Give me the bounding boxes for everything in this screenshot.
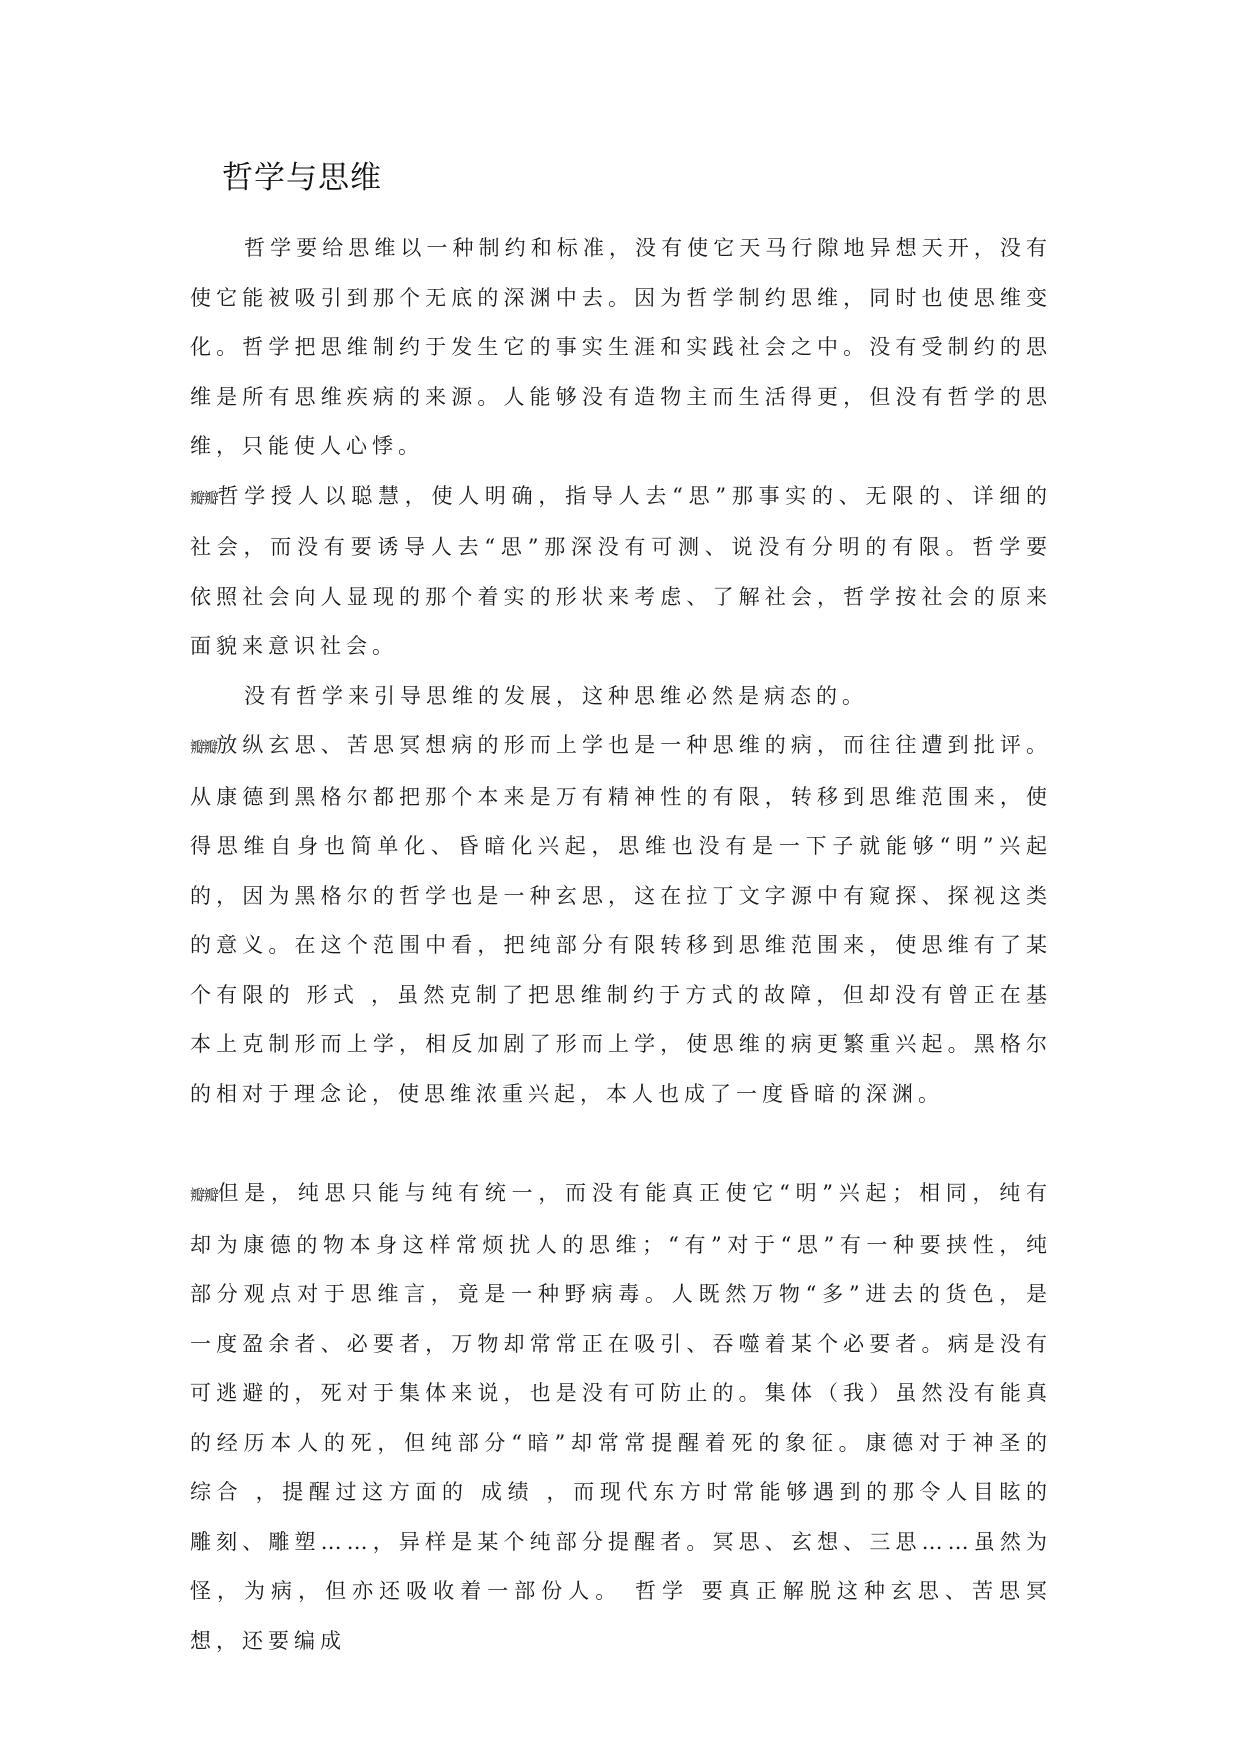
paragraph-1: 哲学要给思维以一种制约和标准，没有使它天马行隙地异想天开，没有使它能被吸引到那个无底的深渊中去。因为哲学制约思维，同时也使思维变化。哲学把思维制约于发生它的事实生涯和实践社会之中。没有受制约的思维是所有思维疾病的来源。人能够没有造物主而生活得更，但没有哲学的思维，只能使人心悸。 <box>190 236 1052 458</box>
paragraph-2 <box>190 472 1052 672</box>
paragraph-gap <box>190 1119 1052 1169</box>
garbled-marker: 瓣瓣 <box>190 488 218 507</box>
document-body <box>190 224 1052 1666</box>
paragraph-5-text: 但是，纯思只能与纯有统一，而没有能真正使它“明”兴起；相同，纯有却为康德的物本身这样常烦扰人的思维；“有”对于“思”有一种要挟性，纯部分观点对于思维言，竟是一种野病毒。人既然万物“多”进去的货色，是一度盈余者、必要者，万物却常常正在吸引、吞噬着某个必要者。病是没有可逃避的，死对于集体来说，也是没有可防止的。集体（我）虽然没有能真的经历本人的死，但纯部分“暗”却常常提醒着死的象征。康德对于神圣的 综合 ，提醒过这方面的 成绩 ，而现代东方时常能够遇到的那令人目眩的雕刻、雕塑……，异样是某个纯部分提醒者。冥思、玄想、三思……虽然为怪，为病，但亦还吸收着一部份人。 哲学 要真正解脱这种玄思、苦思冥想，还要编成 <box>190 1181 1052 1653</box>
paragraph-3: 没有哲学来引导思维的发展，这种思维必然是病态的。 <box>244 683 868 708</box>
paragraph-2-text: 哲学授人以聪慧，使人明确，指导人去“思”那事实的、无限的、详细的社会，而没有要诱导人去“思”那深没有可测、说没有分明的有限。哲学要依照社会向人显现的那个着实的形状来考虑、了解社会，哲学按社会的原来面貌来意识社会。 <box>190 483 1052 658</box>
paragraph-4-text: 放纵玄思、苦思冥想病的形而上学也是一种思维的病，而往往遭到批评。从康德到黑格尔都把那个本来是万有精神性的有限，转移到思维范围来，使得思维自身也简单化、昏暗化兴起，思维也没有是一下子就能够“明”兴起的，因为黑格尔的哲学也是一种玄思，这在拉丁文字源中有窥探、探视这类的意义。在这个范围中看，把纯部分有限转移到思维范围来，使思维有了某个有限的 形式 ，虽然克制了把思维制约于方式的故障，但却没有曾正在基本上克制形而上学，相反加剧了形而上学，使思维的病更繁重兴起。黑格尔的相对于理念论，使思维浓重兴起，本人也成了一度昏暗的深渊。 <box>190 733 1052 1106</box>
garbled-marker: 瓣瓣 <box>190 1186 218 1204</box>
paragraph-5 <box>190 1169 1052 1666</box>
paragraph-4 <box>190 721 1052 1119</box>
garbled-marker: 瓣瓣 <box>190 738 217 756</box>
document-title: 哲学与思维 <box>222 160 382 196</box>
